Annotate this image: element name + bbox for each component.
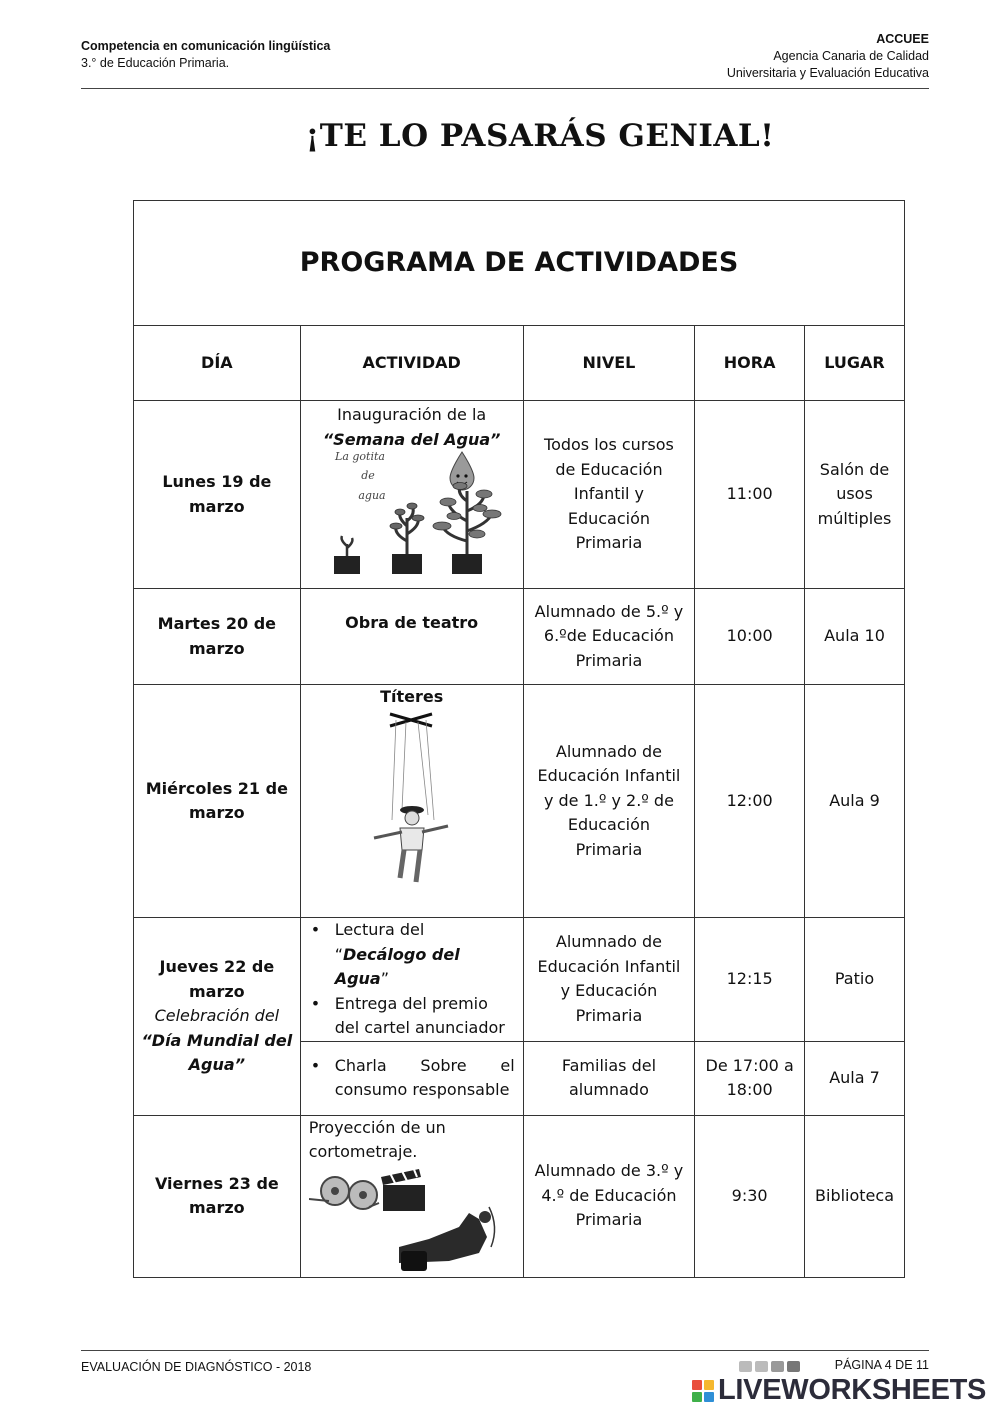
place-cell: Salón de usos múltiples <box>805 401 905 589</box>
level-cell: Familias del alumnado <box>523 1041 695 1115</box>
subject-label: Competencia en comunicación lingüística <box>81 39 331 53</box>
puppet-cross-icon <box>390 714 432 726</box>
activity-list <box>305 918 515 1041</box>
day-cell: Miércoles 21 de marzo <box>134 685 301 918</box>
time-cell: 12:15 <box>695 918 805 1042</box>
table-row <box>134 918 905 1042</box>
day-cell: Martes 20 de marzo <box>134 589 301 685</box>
program-title: PROGRAMA DE ACTIVIDADES <box>134 201 905 326</box>
col-level: NIVEL <box>523 326 695 401</box>
footer-left: EVALUACIÓN DE DIAGNÓSTICO - 2018 <box>81 1360 312 1374</box>
place-cell: Aula 9 <box>805 685 905 918</box>
place-cell: Aula 7 <box>805 1041 905 1115</box>
column-headers <box>134 326 905 401</box>
activity-text: Inauguración de la <box>337 405 487 424</box>
org-short: ACCUEE <box>876 32 929 46</box>
col-day: DÍA <box>134 326 301 401</box>
grade-label: 3.° de Educación Primaria. <box>81 56 230 70</box>
brand-name: LIVEWORKSHEETS <box>718 1374 987 1406</box>
time-cell: De 17:00 a 18:00 <box>695 1041 805 1115</box>
caption-line: agua <box>358 489 386 502</box>
pot-icon <box>392 554 422 574</box>
table-row <box>134 1115 905 1277</box>
cinema-illustration <box>309 1167 509 1277</box>
pot-icon <box>452 554 482 574</box>
liveworksheets-logo[interactable] <box>692 1374 986 1407</box>
caption-line: de <box>360 469 375 482</box>
time-cell: 11:00 <box>695 401 805 589</box>
activity-text: cortometraje. <box>308 1142 418 1161</box>
table-row <box>134 589 905 685</box>
day-cell: Jueves 22 de marzo Celebración del “Día Mundial del Agua” <box>134 918 301 1116</box>
level-cell: Alumnado de Educación Infantil y de 1.º y 2.º de Educación Primaria <box>523 685 695 918</box>
activity-highlight: “Semana del Agua” <box>322 429 501 449</box>
header-left <box>81 38 330 72</box>
col-time: HORA <box>695 326 805 401</box>
day-cell: Lunes 19 de marzo <box>134 401 301 589</box>
program-table <box>133 200 905 1278</box>
table-row <box>134 685 905 918</box>
col-activity: ACTIVIDAD <box>300 326 523 401</box>
activity-cell <box>300 918 523 1042</box>
activity-cell <box>300 685 523 918</box>
col-place: LUGAR <box>805 326 905 401</box>
puppet-illustration <box>362 710 462 890</box>
pagination-dots <box>739 1361 800 1372</box>
place-cell: Patio <box>805 918 905 1042</box>
time-cell: 9:30 <box>695 1115 805 1277</box>
list-item: • Charla Sobre el consumo responsable <box>305 1054 515 1103</box>
activity-text: Títeres <box>380 687 444 706</box>
activity-cell <box>300 1041 523 1115</box>
time-cell: 10:00 <box>695 589 805 685</box>
header-right <box>727 31 929 82</box>
activity-cell: Obra de teatro <box>300 589 523 685</box>
time-cell: 12:00 <box>695 685 805 918</box>
place-cell: Aula 10 <box>805 589 905 685</box>
page-title: ¡TE LO PASARÁS GENIAL! <box>305 118 775 154</box>
level-cell: Alumnado de 3.º y 4.º de Educación Primaria <box>523 1115 695 1277</box>
org-line2: Universitaria y Evaluación Educativa <box>726 66 929 80</box>
level-cell: Todos los cursos de Educación Infantil y Educación Primaria <box>523 401 695 589</box>
page-number: PÁGINA 4 DE 11 <box>834 1358 929 1372</box>
activity-list <box>305 1054 515 1103</box>
activity-cell <box>300 401 523 589</box>
header-divider <box>81 88 929 89</box>
level-cell: Alumnado de 5.º y 6.ºde Educación Primaria <box>523 589 695 685</box>
caption-line: La gotita <box>334 450 385 463</box>
table-row <box>134 401 905 589</box>
day-cell: Viernes 23 de marzo <box>134 1115 301 1277</box>
list-item: • Entrega del premio del cartel anunciador <box>305 992 515 1041</box>
pot-icon <box>334 556 360 574</box>
level-cell: Alumnado de Educación Infantil y Educación Primaria <box>523 918 695 1042</box>
logo-cubes-icon <box>692 1380 714 1402</box>
activity-cell <box>300 1115 523 1277</box>
org-line1: Agencia Canaria de Calidad <box>773 49 929 63</box>
place-cell: Biblioteca <box>805 1115 905 1277</box>
list-item: • Lectura del “Decálogo del Agua” <box>305 918 515 992</box>
plants-illustration <box>312 446 512 576</box>
footer-divider <box>81 1350 929 1351</box>
activity-text: Proyección de un <box>308 1117 446 1137</box>
